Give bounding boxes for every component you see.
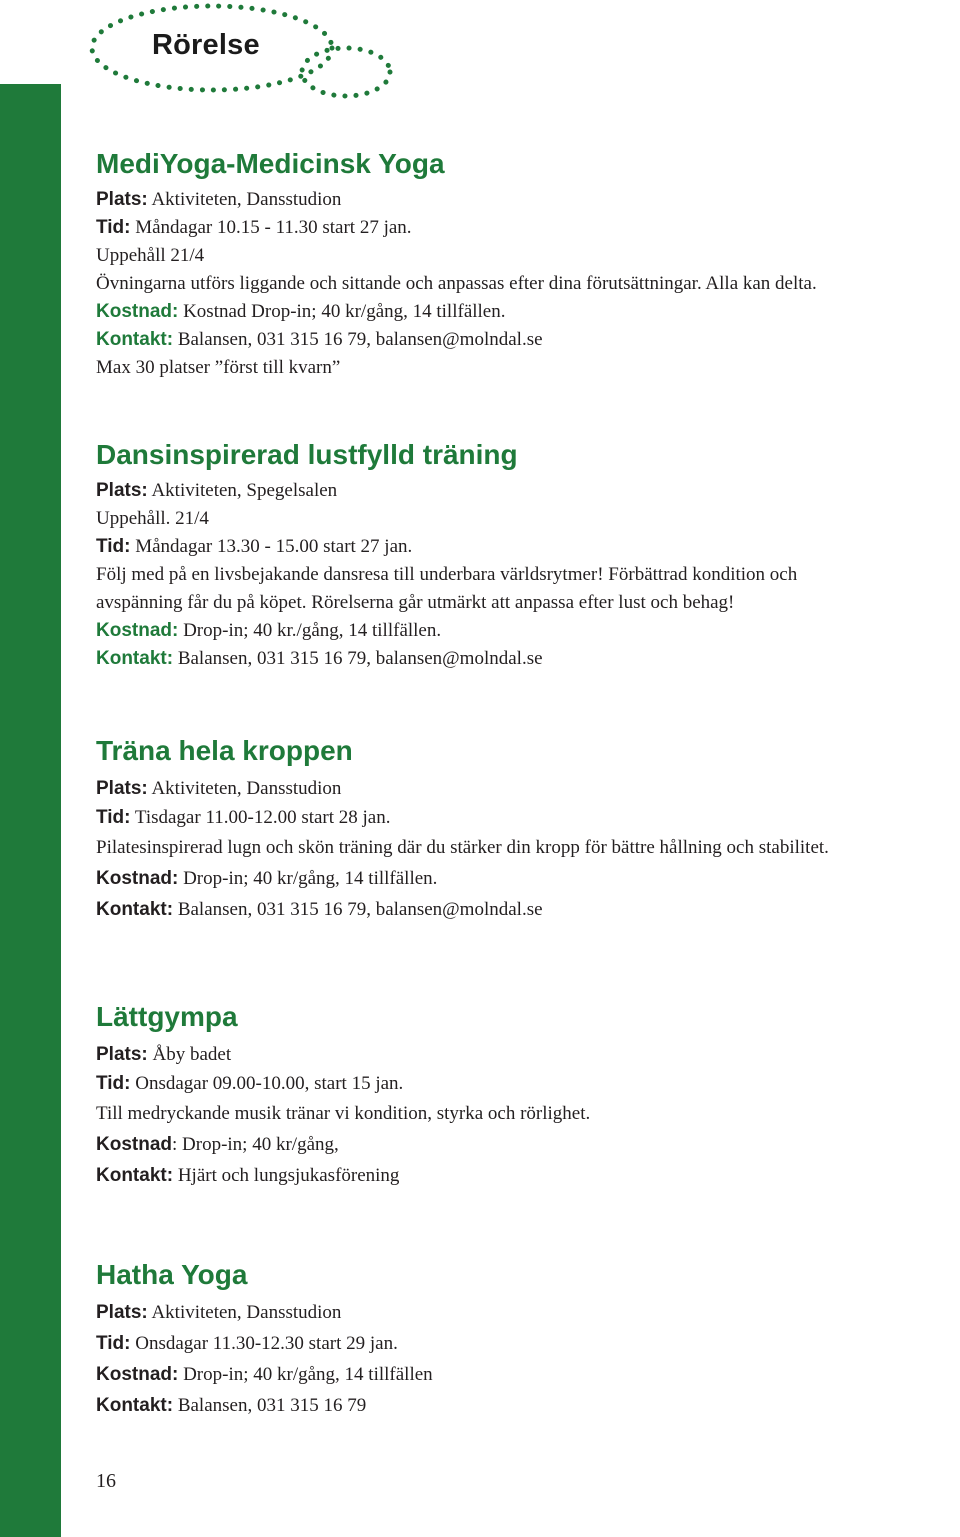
- info-line: [96, 589, 960, 617]
- field-value: Uppehåll. 21/4: [96, 508, 209, 529]
- section-dansinspirerad: [96, 437, 960, 673]
- field-label: Plats:: [96, 1302, 148, 1323]
- field-label: Kostnad:: [96, 868, 179, 889]
- info-line: [96, 1297, 960, 1328]
- field-label: Kostnad: [96, 1134, 172, 1155]
- field-value: Drop-in; 40 kr./gång, 14 tillfällen.: [178, 620, 442, 641]
- field-value: Uppehåll 21/4: [96, 245, 205, 266]
- info-line: [96, 326, 960, 354]
- field-label: Kontakt:: [96, 899, 174, 920]
- field-value: Aktiviteten, Dansstudion: [147, 778, 342, 799]
- field-value: Aktiviteten, Spegelsalen: [147, 480, 338, 501]
- field-label: Tid:: [96, 1073, 131, 1094]
- section-title: Dansinspirerad lustfylld träning: [96, 439, 518, 470]
- field-value: Åby badet: [147, 1044, 232, 1065]
- info-line: [96, 270, 960, 298]
- field-value: Hjärt och lungsjukasförening: [173, 1165, 400, 1186]
- field-label: Kontakt:: [96, 1395, 174, 1416]
- field-value: Aktiviteten, Dansstudion: [147, 189, 342, 210]
- info-line: [96, 186, 960, 214]
- page-title: Rörelse: [152, 29, 260, 61]
- info-line: [96, 505, 960, 533]
- info-line: [96, 561, 960, 589]
- info-line: [96, 1359, 960, 1390]
- field-label: Tid:: [96, 807, 131, 828]
- info-line: [96, 1070, 960, 1098]
- field-value: Övningarna utförs liggande och sittande och anpassas efter dina förutsättningar. Alla kan delta.: [96, 273, 817, 294]
- info-line: [96, 1129, 960, 1160]
- field-label: Plats:: [96, 1044, 148, 1065]
- field-value: avspänning får du på köpet. Rörelserna går utmärkt att anpassa efter lust och behag!: [96, 592, 735, 613]
- section-hatha-yoga: [96, 1257, 960, 1421]
- field-value: Balansen, 031 315 16 79, balansen@molndal.se: [173, 648, 543, 669]
- info-line: [96, 533, 960, 561]
- info-line: [96, 645, 960, 673]
- info-line: [96, 1328, 960, 1359]
- info-line: [96, 804, 960, 832]
- field-label: Kontakt:: [96, 648, 174, 669]
- field-value: Tisdagar 11.00-12.00 start 28 jan.: [130, 807, 391, 828]
- field-label: Kontakt:: [96, 329, 174, 350]
- info-line: [96, 894, 960, 925]
- field-label: Plats:: [96, 480, 148, 501]
- section-title: Träna hela kroppen: [96, 735, 353, 766]
- info-line: [96, 214, 960, 242]
- info-line: [96, 1098, 960, 1129]
- section-mediyoga: [96, 146, 960, 382]
- section-trana-hela-kroppen: [96, 733, 960, 925]
- field-value: Måndagar 13.30 - 15.00 start 27 jan.: [130, 536, 413, 557]
- info-line: [96, 242, 960, 270]
- field-label: Kostnad:: [96, 620, 179, 641]
- section-title: Hatha Yoga: [96, 1259, 248, 1290]
- info-line: [96, 832, 960, 863]
- field-label: Kontakt:: [96, 1165, 174, 1186]
- field-value: Kostnad Drop-in; 40 kr/gång, 14 tillfällen.: [178, 301, 506, 322]
- info-line: [96, 863, 960, 894]
- field-value: Balansen, 031 315 16 79: [173, 1395, 367, 1416]
- info-line: [96, 617, 960, 645]
- info-line: [96, 1160, 960, 1191]
- field-value: Drop-in; 40 kr/gång, 14 tillfällen: [178, 1364, 433, 1385]
- field-label: Tid:: [96, 1333, 131, 1354]
- section-lattgympa: [96, 999, 960, 1191]
- field-value: Onsdagar 11.30-12.30 start 29 jan.: [130, 1333, 398, 1354]
- page-number: 16: [96, 1470, 116, 1492]
- field-value: Pilatesinspirerad lugn och skön träning där du stärker din kropp för bättre hållning och stabilitet.: [96, 837, 829, 858]
- field-value: Måndagar 10.15 - 11.30 start 27 jan.: [130, 217, 412, 238]
- field-value: Max 30 platser ”först till kvarn”: [96, 357, 341, 378]
- field-value: : Drop-in; 40 kr/gång,: [172, 1134, 339, 1155]
- section-title: Lättgympa: [96, 1001, 238, 1032]
- field-label: Plats:: [96, 778, 148, 799]
- info-line: [96, 298, 960, 326]
- field-label: Kostnad:: [96, 1364, 179, 1385]
- field-value: Följ med på en livsbejakande dansresa till underbara världsrytmer! Förbättrad kondition och: [96, 564, 798, 585]
- info-line: [96, 1390, 960, 1421]
- field-label: Tid:: [96, 536, 131, 557]
- info-line: [96, 1039, 960, 1070]
- info-line: [96, 773, 960, 804]
- field-value: Till medryckande musik tränar vi kondition, styrka och rörlighet.: [96, 1103, 591, 1124]
- field-value: Drop-in; 40 kr/gång, 14 tillfällen.: [178, 868, 438, 889]
- section-title: MediYoga-Medicinsk Yoga: [96, 148, 445, 179]
- header-badge: [84, 0, 414, 108]
- field-label: Tid:: [96, 217, 131, 238]
- field-label: Kostnad:: [96, 301, 179, 322]
- field-value: Balansen, 031 315 16 79, balansen@molndal.se: [173, 329, 543, 350]
- info-line: [96, 477, 960, 505]
- field-value: Balansen, 031 315 16 79, balansen@molndal.se: [173, 899, 543, 920]
- field-value: Onsdagar 09.00-10.00, start 15 jan.: [130, 1073, 404, 1094]
- field-value: Aktiviteten, Dansstudion: [147, 1302, 342, 1323]
- field-label: Plats:: [96, 189, 148, 210]
- info-line: [96, 354, 960, 382]
- green-sidebar-bar: [0, 84, 61, 1537]
